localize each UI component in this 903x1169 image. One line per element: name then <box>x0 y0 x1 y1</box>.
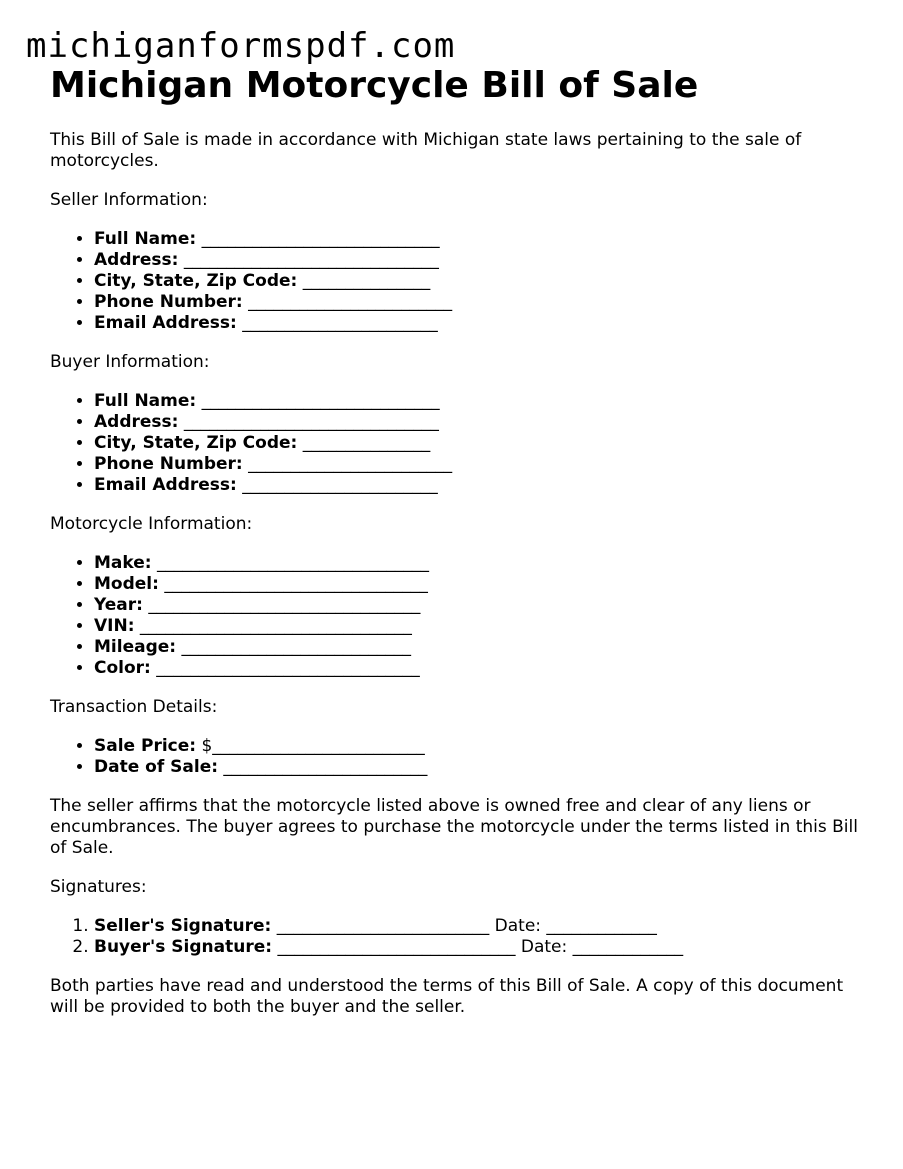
field-label: VIN: <box>94 616 135 636</box>
motorcycle-list <box>50 553 860 679</box>
seller-address-field[interactable] <box>94 250 860 271</box>
transaction-list <box>50 736 860 778</box>
motorcycle-heading: Motorcycle Information: <box>50 514 253 534</box>
field-blank[interactable]: ______________________________ <box>178 412 439 432</box>
field-blank[interactable]: _______________________________ <box>150 658 420 678</box>
field-blank[interactable]: ____________________________ <box>196 391 440 411</box>
field-blank[interactable]: ________________________ <box>242 454 453 474</box>
seller-heading: Seller Information: <box>50 190 208 210</box>
affirmation-paragraph: The seller affirms that the motorcycle listed above is owned free and clear of any liens or encumbrances. The buyer agrees to purchase the motorcycle under the terms listed in this Bill of Sale. <box>50 796 858 858</box>
field-label: Mileage: <box>94 637 177 657</box>
date-of-sale-field[interactable] <box>94 757 860 778</box>
field-blank[interactable]: _______________ <box>297 271 431 291</box>
field-blank[interactable]: ________________________ <box>242 292 453 312</box>
field-label: Address: <box>94 250 179 270</box>
field-label: Seller's Signature: <box>94 916 272 936</box>
field-label: Email Address: <box>94 313 237 333</box>
document-body <box>50 64 860 1036</box>
motorcycle-model-field[interactable] <box>94 574 860 595</box>
motorcycle-make-field[interactable] <box>94 553 860 574</box>
buyer-city-state-zip-field[interactable] <box>94 433 860 454</box>
field-label: Full Name: <box>94 391 197 411</box>
field-label: Phone Number: <box>94 292 243 312</box>
field-blank[interactable]: ______________________________ <box>178 250 439 270</box>
field-blank[interactable]: _______________________________ <box>158 574 428 594</box>
buyer-email-field[interactable] <box>94 475 860 496</box>
field-label: City, State, Zip Code: <box>94 271 298 291</box>
buyer-address-field[interactable] <box>94 412 860 433</box>
field-blank[interactable]: ________________________________ <box>151 553 429 573</box>
buyer-phone-field[interactable] <box>94 454 860 475</box>
seller-city-state-zip-field[interactable] <box>94 271 860 292</box>
field-label: Full Name: <box>94 229 197 249</box>
field-label: Email Address: <box>94 475 237 495</box>
buyer-heading: Buyer Information: <box>50 352 210 372</box>
field-label: Phone Number: <box>94 454 243 474</box>
page-title: Michigan Motorcycle Bill of Sale <box>50 65 699 106</box>
field-blank[interactable]: ___________________________ <box>176 637 411 657</box>
field-blank[interactable]: _______________________ <box>236 313 438 333</box>
signatures-heading: Signatures: <box>50 877 147 897</box>
intro-paragraph: This Bill of Sale is made in accordance with Michigan state laws pertaining to the sale of motorcycles. <box>50 130 802 171</box>
field-blank[interactable]: ____________________________ Date: _____________ <box>272 937 684 957</box>
field-blank[interactable]: ____________________________ <box>196 229 440 249</box>
field-label: Model: <box>94 574 159 594</box>
field-blank[interactable]: ________________________________ <box>134 616 412 636</box>
field-blank[interactable]: _______________ <box>297 433 431 453</box>
transaction-heading: Transaction Details: <box>50 697 218 717</box>
field-label: Make: <box>94 553 152 573</box>
field-label: Color: <box>94 658 151 678</box>
buyer-full-name-field[interactable] <box>94 391 860 412</box>
signatures-list <box>50 916 860 958</box>
field-label: Address: <box>94 412 179 432</box>
seller-full-name-field[interactable] <box>94 229 860 250</box>
motorcycle-vin-field[interactable] <box>94 616 860 637</box>
field-blank[interactable]: $_________________________ <box>196 736 425 756</box>
seller-signature-field[interactable] <box>94 916 860 937</box>
field-label: Date of Sale: <box>94 757 219 777</box>
field-blank[interactable]: _______________________ <box>236 475 438 495</box>
watermark-text: michiganformspdf.com <box>26 26 456 66</box>
motorcycle-mileage-field[interactable] <box>94 637 860 658</box>
sale-price-field[interactable] <box>94 736 860 757</box>
seller-list <box>50 229 860 334</box>
seller-email-field[interactable] <box>94 313 860 334</box>
field-blank[interactable]: ________________________________ <box>142 595 421 615</box>
buyer-list <box>50 391 860 496</box>
motorcycle-year-field[interactable] <box>94 595 860 616</box>
field-blank[interactable]: ________________________ <box>218 757 428 777</box>
field-blank[interactable]: _________________________ Date: _____________ <box>271 916 657 936</box>
seller-phone-field[interactable] <box>94 292 860 313</box>
field-label: Sale Price: <box>94 736 197 756</box>
field-label: City, State, Zip Code: <box>94 433 298 453</box>
field-label: Buyer's Signature: <box>94 937 273 957</box>
motorcycle-color-field[interactable] <box>94 658 860 679</box>
buyer-signature-field[interactable] <box>94 937 860 958</box>
closing-paragraph: Both parties have read and understood the terms of this Bill of Sale. A copy of this document will be provided to both the buyer and the seller. <box>50 976 844 1017</box>
field-label: Year: <box>94 595 143 615</box>
